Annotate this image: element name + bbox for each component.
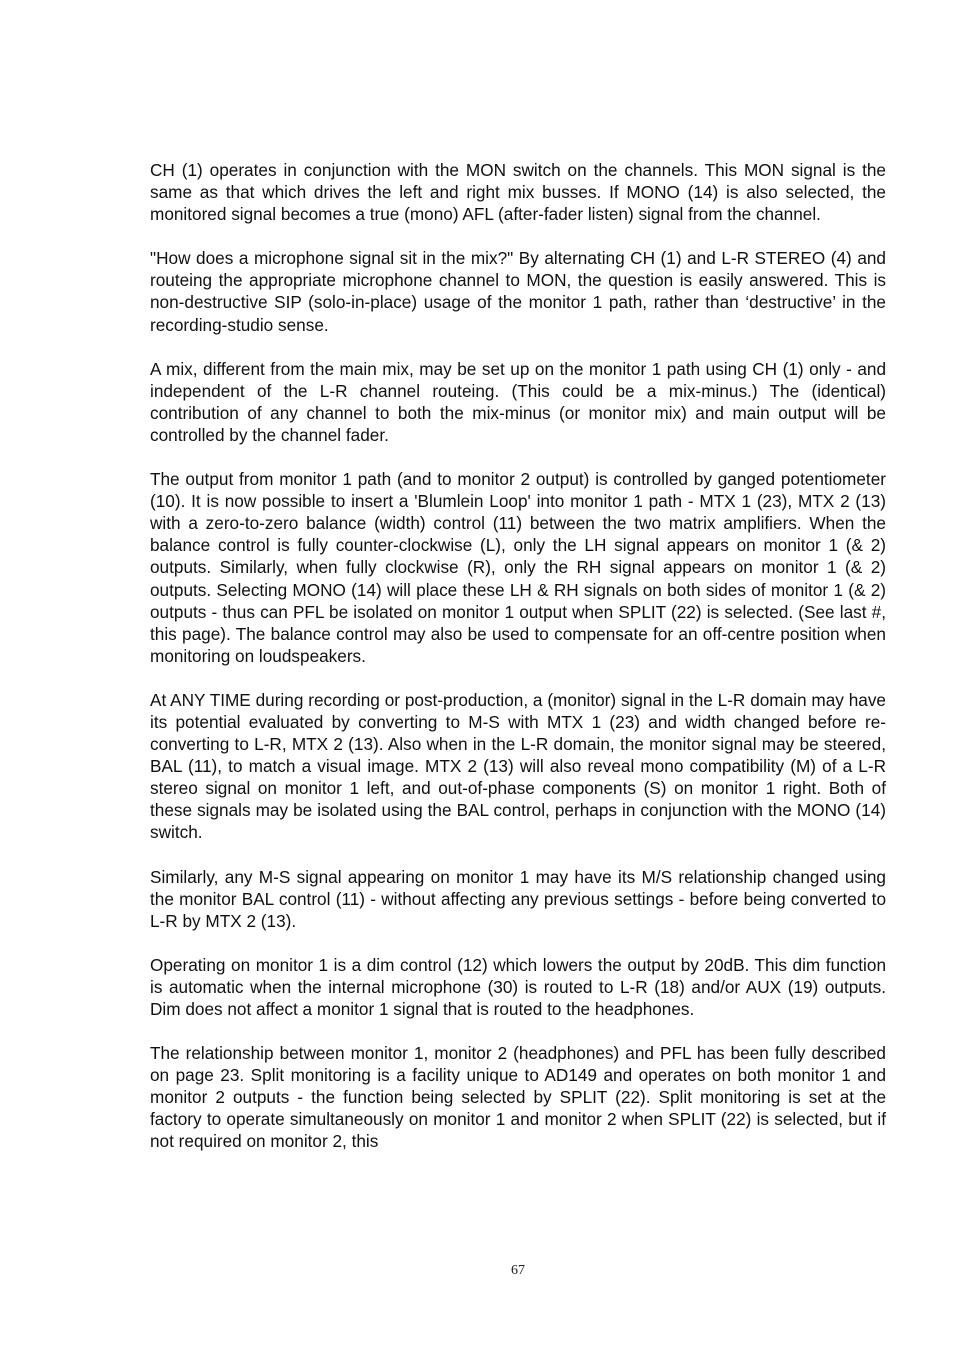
paragraph-sip: "How does a microphone signal sit in the mix?" By alternating CH (1) and L-R STEREO (4) and routeing the appropriate microphone channel to MON, the question is easily answered. This is non-destructive SIP (solo-in-place) usage of the monitor 1 path, rather than ‘destructive’ in the recording-studio sense. bbox=[150, 248, 886, 335]
paragraph-dim-control: Operating on monitor 1 is a dim control (12) which lowers the output by 20dB. This dim function is automatic when the internal microphone (30) is routed to L-R (18) and/or AUX (19) outputs. Dim does not affect a monitor 1 signal that is routed to the headphones. bbox=[150, 954, 886, 1019]
paragraph-ms-conversion: At ANY TIME during recording or post-production, a (monitor) signal in the L-R domain may have its potential evaluated by converting to M-S with MTX 1 (23) and width changed before re-converting to L-R, MTX 2 (13). Also when in the L-R domain, the monitor signal may be steered, BAL (11), to match a visual image. MTX 2 (13) will also reveal mono compatibility (M) of a L-R stereo signal on monitor 1 left, and out-of-phase components (S) on monitor 1 right. Both of these signals may be isolated using the BAL control, perhaps in conjunction with the MONO (14) switch. bbox=[150, 689, 886, 843]
paragraph-mix-minus: A mix, different from the main mix, may be set up on the monitor 1 path using CH (1) only - and independent of the L-R channel routeing. (This could be a mix-minus.) The (identical) contribution of any channel to both the mix-minus (or monitor mix) and main output will be controlled by the channel fader. bbox=[150, 358, 886, 445]
paragraph-split-monitoring: The relationship between monitor 1, monitor 2 (headphones) and PFL has been fully described on page 23. Split monitoring is a facility unique to AD149 and operates on both monitor 1 and monitor 2 outputs - the function being selected by SPLIT (22). Split monitoring is set at the factory to operate simultaneously on monitor 1 and monitor 2 when SPLIT (22) is selected, but if not required on monitor 2, this bbox=[150, 1043, 886, 1152]
page-number: 67 bbox=[511, 1263, 525, 1278]
paragraph-ch-mon: CH (1) operates in conjunction with the MON switch on the channels. This MON signal is the same as that which drives the left and right mix busses. If MONO (14) is also selected, the monitored signal becomes a true (mono) AFL (after-fader listen) signal from the channel. bbox=[150, 160, 886, 225]
paragraph-ms-relationship: Similarly, any M-S signal appearing on monitor 1 may have its M/S relationship changed using the monitor BAL control (11) - without affecting any previous settings - before being converted to L-R by MTX 2 (13). bbox=[150, 866, 886, 931]
paragraph-blumlein-loop: The output from monitor 1 path (and to monitor 2 output) is controlled by ganged potentiometer (10). It is now possible to insert a 'Blumlein Loop' into monitor 1 path - MTX 1 (23), MTX 2 (13) with a zero-to-zero balance (width) control (11) between the two matrix amplifiers. When the balance control is fully counter-clockwise (L), only the LH signal appears on monitor 1 (& 2) outputs. Similarly, when fully clockwise (R), only the RH signal appears on monitor 1 (& 2) outputs. Selecting MONO (14) will place these LH & RH signals on both sides of monitor 1 (& 2) outputs - thus can PFL be isolated on monitor 1 output when SPLIT (22) is selected. (See last #, this page). The balance control may also be used to compensate for an off-centre position when monitoring on loudspeakers. bbox=[150, 469, 886, 666]
body-text bbox=[150, 159, 886, 1153]
